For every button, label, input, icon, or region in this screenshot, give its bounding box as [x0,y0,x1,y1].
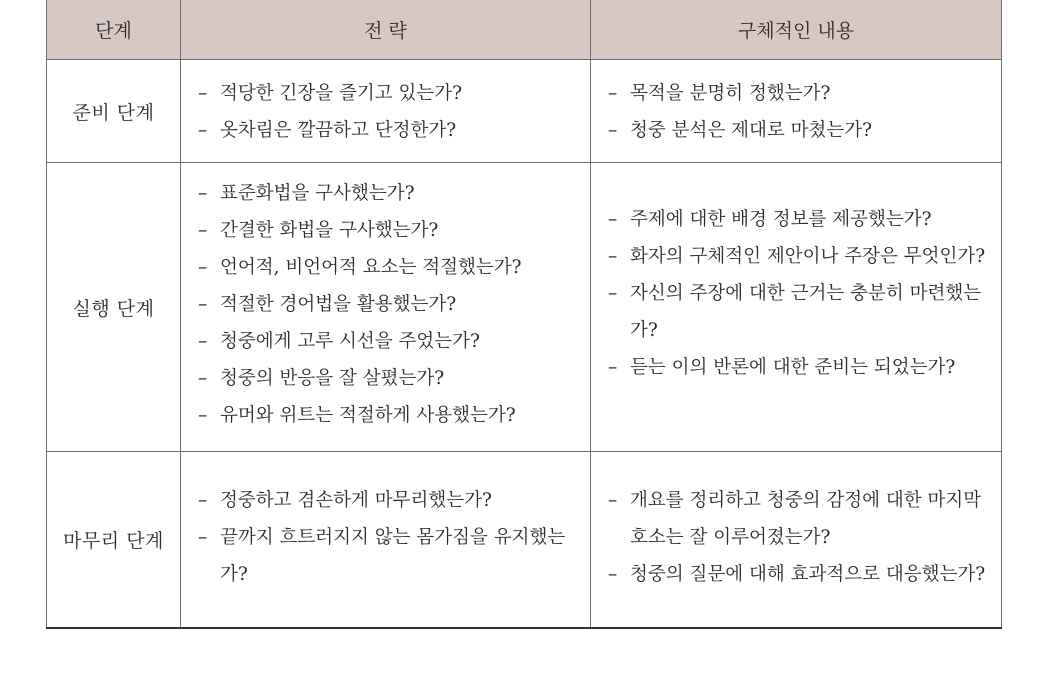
stage-cell: 실행 단계 [47,163,181,452]
list-item: – 청중에게 고루 시선을 주었는가? [181,323,590,360]
content-list [591,197,1001,418]
table-row-preparation [47,60,1002,163]
content-cell [591,452,1002,629]
list-item: – 화자의 구체적인 제안이나 주장은 무엇인가? [591,238,1001,275]
list-item: – 표준화법을 구사했는가? [181,175,590,212]
list-item: – 청중 분석은 제대로 마쳤는가? [591,112,1001,149]
stage-cell: 준비 단계 [47,60,181,163]
header-strategy: 전 략 [181,0,591,60]
header-content: 구체적인 내용 [591,0,1002,60]
list-item: – 적당한 긴장을 즐기고 있는가? [181,75,590,112]
list-item: – 간결한 화법을 구사했는가? [181,212,590,249]
header-stage: 단계 [47,0,181,60]
strategy-list [181,472,590,607]
list-item: – 개요를 정리하고 청중의 감정에 대한 마지막 호소는 잘 이루어졌는가? [591,482,1001,556]
list-item: – 청중의 질문에 대해 효과적으로 대응했는가? [591,556,1001,593]
header-row [47,0,1002,60]
list-item: – 유머와 위트는 적절하게 사용했는가? [181,397,590,434]
table-row-closing [47,452,1002,629]
content-list [591,69,1001,153]
list-item: – 정중하고 겸손하게 마무리했는가? [181,482,590,519]
list-item: – 자신의 주장에 대한 근거는 충분히 마련했는가? [591,275,1001,349]
list-item: – 청중의 반응을 잘 살폈는가? [181,360,590,397]
strategy-cell [181,452,591,629]
strategy-list [181,69,590,153]
list-item: – 끝까지 흐트러지지 않는 몸가짐을 유지했는가? [181,519,590,593]
content-cell [591,60,1002,163]
list-item: – 듣는 이의 반론에 대한 준비는 되었는가? [591,349,1001,386]
speech-checklist-table [46,0,1002,629]
list-item: – 주제에 대한 배경 정보를 제공했는가? [591,201,1001,238]
table-row-execution [47,163,1002,452]
strategy-cell [181,163,591,452]
strategy-list [181,173,590,442]
list-item: – 적절한 경어법을 활용했는가? [181,286,590,323]
strategy-cell [181,60,591,163]
list-item: – 목적을 분명히 정했는가? [591,75,1001,112]
list-item: – 옷차림은 깔끔하고 단정한가? [181,112,590,149]
content-list [591,472,1001,607]
stage-cell: 마무리 단계 [47,452,181,629]
content-cell [591,163,1002,452]
list-item: – 언어적, 비언어적 요소는 적절했는가? [181,249,590,286]
